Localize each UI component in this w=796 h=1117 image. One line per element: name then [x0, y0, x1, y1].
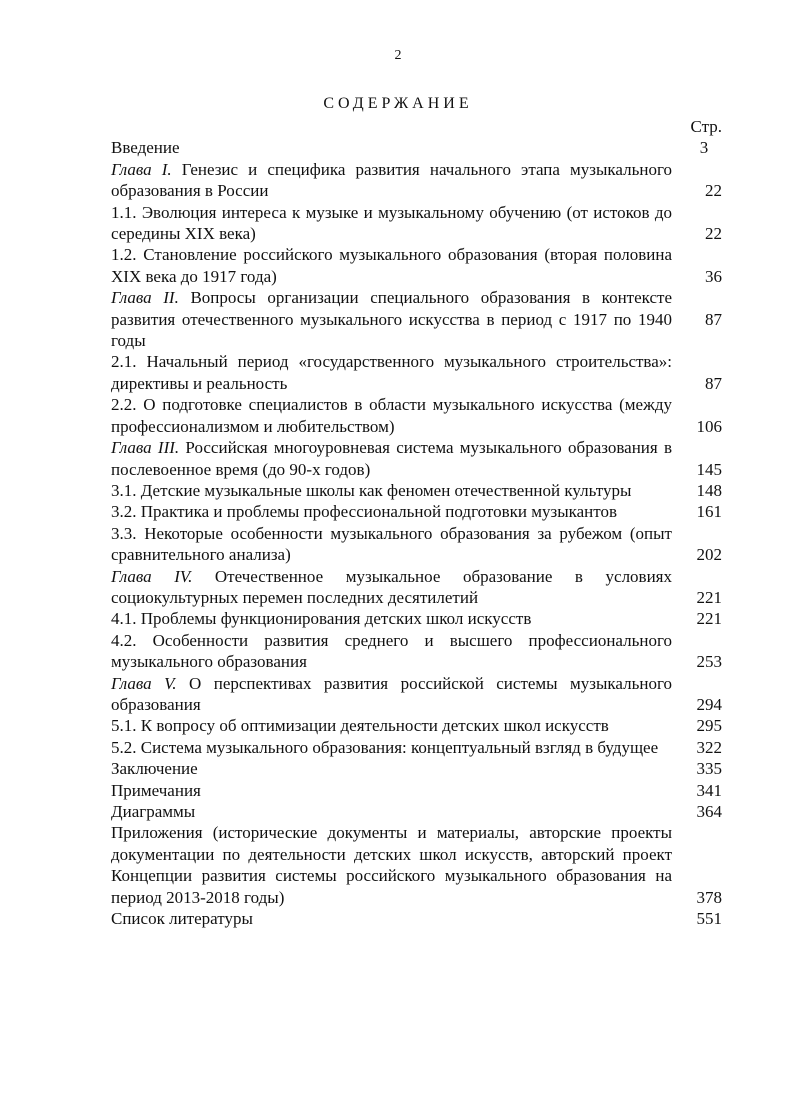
chapter-title: Отечественное музыкальное образование в условиях социокультурных перемен последних десятилетий	[111, 566, 672, 607]
chapter-title: Вопросы организации специального образования в контексте развития отечественного музыкального искусства в период с 1917 по 1940 годы	[111, 288, 672, 351]
toc-entry-page: 221	[696, 587, 722, 607]
toc-entry-section-4-1	[111, 608, 722, 629]
toc-entry-text	[111, 437, 672, 480]
toc-entry-text: 3.2. Практика и проблемы профессиональной подготовки музыкантов	[111, 502, 617, 522]
page-column-header-row	[111, 116, 722, 137]
table-of-contents	[111, 116, 722, 929]
toc-entry-page: 341	[696, 780, 722, 800]
toc-entry-introduction	[111, 137, 722, 158]
toc-entry-text: 5.1. К вопросу об оптимизации деятельности детских школ искусств	[111, 716, 609, 736]
toc-entry-section-2-1	[111, 351, 722, 394]
toc-entry-page: 551	[696, 909, 722, 929]
toc-entry-page: 378	[696, 887, 722, 907]
toc-entry-conclusion	[111, 758, 722, 779]
toc-entry-text: Приложения (исторические документы и материалы, авторские проекты документации по деятельности детских школ искусств, авторский проект Концепции развития системы российского музыкального образования на период 2013-2018 годы)	[111, 823, 672, 907]
toc-entry-text	[111, 673, 672, 716]
toc-entry-bibliography	[111, 908, 722, 929]
toc-entry-text: 2.2. О подготовке специалистов в области музыкального искусства (между профессионализмом и любительством)	[111, 395, 672, 436]
toc-entry-page: 148	[696, 480, 722, 500]
toc-entry-section-2-2	[111, 394, 722, 437]
toc-entry-page: 106	[696, 416, 722, 436]
toc-entry-chapter-5	[111, 673, 722, 716]
toc-entry-text	[111, 287, 672, 351]
toc-entry-page: 202	[696, 545, 722, 565]
toc-entry-chapter-2	[111, 287, 722, 351]
chapter-label: Глава IV.	[111, 566, 193, 586]
chapter-label: Глава V.	[111, 673, 177, 693]
toc-entry-chapter-3	[111, 437, 722, 480]
toc-entry-section-5-2	[111, 737, 722, 758]
toc-entry-section-4-2	[111, 630, 722, 673]
toc-title: СОДЕРЖАНИЕ	[323, 95, 473, 112]
toc-entry-page: 22	[705, 181, 722, 201]
toc-entry-text	[111, 159, 672, 202]
toc-entry-chapter-1	[111, 159, 722, 202]
toc-entry-text: Заключение	[111, 759, 198, 779]
toc-entry-page: 22	[705, 224, 722, 244]
toc-entry-section-3-2	[111, 501, 722, 522]
toc-entry-text: 1.1. Эволюция интереса к музыке и музыкальному обучению (от истоков до середины XIX века)	[111, 202, 672, 244]
chapter-title: Российская многоуровневая система музыкального образования в послевоенное время (до 90-х годов)	[111, 438, 673, 479]
page-column-header: Стр.	[690, 117, 722, 136]
toc-entry-diagrams	[111, 801, 722, 822]
toc-entry-section-3-1	[111, 480, 722, 501]
chapter-label: Глава I.	[111, 159, 172, 179]
toc-entry-section-3-3	[111, 523, 722, 566]
toc-entry-text: 2.1. Начальный период «государственного музыкального строительства»: директивы и реальность	[111, 352, 672, 393]
toc-entry-page: 87	[705, 309, 722, 329]
toc-entry-page: 36	[705, 266, 722, 286]
toc-entry-page: 295	[696, 716, 722, 736]
toc-entry-section-5-1	[111, 715, 722, 736]
toc-entry-text: Диаграммы	[111, 802, 196, 821]
toc-entry-text: 4.1. Проблемы функционирования детских школ искусств	[111, 609, 532, 629]
toc-entry-section-1-2	[111, 244, 722, 287]
toc-entry-page: 3	[699, 138, 709, 158]
toc-entry-section-1-1	[111, 202, 722, 245]
chapter-label: Глава II.	[111, 288, 179, 308]
toc-entry-text: 3.1. Детские музыкальные школы как феномен отечественной культуры	[111, 480, 632, 500]
chapter-label: Глава III.	[111, 438, 180, 458]
toc-entry-text: 5.2. Система музыкального образования: концептуальный взгляд в будущее	[111, 737, 659, 757]
toc-entry-appendices	[111, 822, 722, 908]
toc-entry-page: 145	[696, 459, 722, 479]
toc-entry-page: 294	[696, 694, 722, 714]
toc-entry-text: Введение	[111, 138, 180, 158]
chapter-title: О перспективах развития российской системы музыкального образования	[111, 673, 673, 714]
toc-entry-text: 4.2. Особенности развития среднего и высшего профессионального музыкального образования	[111, 630, 672, 672]
toc-entry-page: 364	[696, 802, 722, 821]
toc-entry-notes	[111, 780, 722, 801]
toc-entry-page: 322	[696, 737, 722, 757]
toc-entry-text: 1.2. Становление российского музыкального образования (вторая половина XIX века до 1917 года)	[111, 245, 672, 286]
toc-entry-text	[111, 566, 672, 609]
toc-entry-page: 253	[696, 652, 722, 672]
toc-entry-page: 335	[696, 759, 722, 779]
toc-entry-text: 3.3. Некоторые особенности музыкального образования за рубежом (опыт сравнительного анализа)	[111, 523, 672, 565]
chapter-title: Генезис и специфика развития начального этапа музыкального образования в России	[111, 159, 673, 201]
toc-entry-page: 87	[705, 373, 722, 393]
toc-entry-chapter-4	[111, 566, 722, 609]
toc-entry-page: 221	[696, 609, 722, 629]
toc-entry-text: Список литературы	[111, 909, 253, 929]
toc-entry-page: 161	[696, 502, 722, 522]
page-number: 2	[394, 48, 402, 63]
toc-entry-text: Примечания	[111, 780, 201, 800]
